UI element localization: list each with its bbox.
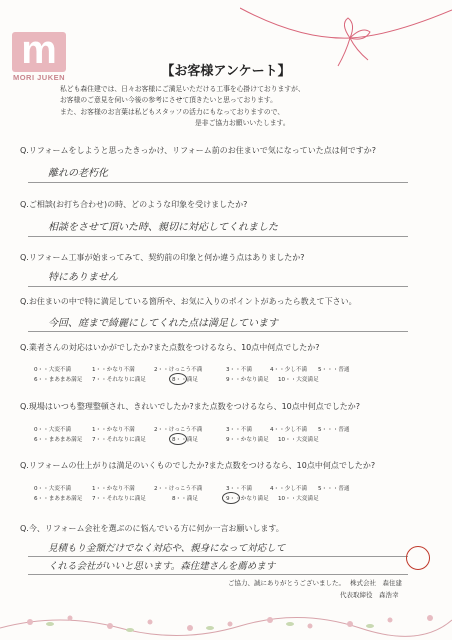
answer-1: 離れの老朽化 <box>48 168 108 179</box>
scale-option: 8・・満足 <box>172 377 198 383</box>
scale-option: 7・・それなりに満足 <box>92 437 146 443</box>
scale-option: 4・・少し不満 <box>270 486 308 492</box>
scale-option: 2・・けっこう不満 <box>154 367 203 373</box>
answer-line <box>28 286 408 287</box>
scale-option: 3・・不満 <box>226 486 252 492</box>
scale-option: 1・・かなり不満 <box>92 486 135 492</box>
answer-line <box>28 182 408 183</box>
scale-option: 1・・かなり不満 <box>92 427 135 433</box>
logo-text: MORI JUKEN <box>12 73 66 82</box>
scale-option: 0・・大変不満 <box>34 427 72 433</box>
scale-option: 4・・少し不満 <box>270 427 308 433</box>
scale-option: 8・・満足 <box>172 437 198 443</box>
rating-circle-2 <box>169 433 187 445</box>
scale-option: 10・・大変満足 <box>278 437 319 443</box>
intro-line: お客様のご意見を伺い今後の参考にさせて頂きたいと思っております。 <box>60 96 277 105</box>
question-3: Q.リフォーム工事が始まってみて、契約前の印象と何か違う点はありましたか? <box>20 253 305 262</box>
question-2: Q.ご相談(お打ち合わせ)の時、どのような印象を受けましたか? <box>20 200 248 209</box>
scale-option: 6・・まあまあ満足 <box>34 377 83 383</box>
answer-4: 今回、庭まで綺麗にしてくれた点は満足しています <box>48 318 278 329</box>
scale-option: 3・・不満 <box>226 427 252 433</box>
scale-option: 5・・・普通 <box>318 367 350 373</box>
answer-line <box>28 236 408 237</box>
question-4: Q.お住まいの中で特に満足している箇所や、お気に入りのポイントがあったら教えて下さい。 <box>20 297 357 306</box>
question-8: Q.今、リフォーム会社を選ぶのに悩んでいる方に何か一言お願いします。 <box>20 524 284 533</box>
answer-2: 相談をさせて頂いた時、親切に対応してくれました <box>48 222 278 233</box>
intro-line: 私ども森住建では、日々お客様にご満足いただける工事を心掛けておりますが、 <box>60 85 305 93</box>
answer-8-line-1: 見積もり金額だけでなく対応や、親身になって対応して <box>48 543 286 554</box>
intro-line: 是非ご協力お願いいたします。 <box>195 119 290 128</box>
scale-option: 5・・・普通 <box>318 427 350 433</box>
scale-option: 4・・少し不満 <box>270 367 308 373</box>
closing-thanks: ご協力、誠にありがとうございました。 <box>228 579 345 587</box>
scale-option: 6・・まあまあ満足 <box>34 496 83 502</box>
scale-option: 10・・大変満足 <box>278 496 319 502</box>
scale-option: 9・・かなり満足 <box>226 496 269 502</box>
scale-option: 1・・かなり不満 <box>92 367 135 373</box>
answer-line <box>28 574 408 575</box>
signer-name: 代表取締役 森浩幸 <box>340 591 399 599</box>
intro-text <box>60 84 430 130</box>
scale-option: 3・・不満 <box>226 367 252 373</box>
scale-option: 10・・大変満足 <box>278 377 319 383</box>
answer-3: 特にありません <box>48 272 118 283</box>
question-7: Q.リフォームの仕上がりは満足のいくものでしたか?また点数をつけるなら、10点中何点でしたか? <box>20 461 376 470</box>
stamp-mark <box>406 546 430 570</box>
scale-option: 6・・まあまあ満足 <box>34 437 83 443</box>
scale-option: 9・・かなり満足 <box>226 437 269 443</box>
scale-option: 5・・・普通 <box>318 486 350 492</box>
question-6: Q.現場はいつも整理整頓され、きれいでしたか?また点数をつけるなら、10点中何点でしたか? <box>20 402 360 411</box>
logo-mark-letter: m <box>21 28 57 72</box>
answer-line <box>28 556 408 557</box>
question-1: Q.リフォームをしようと思ったきっかけ、リフォーム前のお住まいで気になっていた点は何ですか? <box>20 146 376 155</box>
scale-option: 7・・それなりに満足 <box>92 496 146 502</box>
answer-8-line-2: くれる会社がいいと思います。森住建さんを薦めます <box>48 561 276 572</box>
survey-title: 【お客様アンケート】 <box>161 64 291 79</box>
scale-option: 0・・大変不満 <box>34 367 72 373</box>
scale-option: 2・・けっこう不満 <box>154 427 203 433</box>
answer-line <box>28 331 408 332</box>
scale-option: 0・・大変不満 <box>34 486 72 492</box>
rating-circle-1 <box>169 373 187 385</box>
question-5: Q.業者さんの対応はいかがでしたか?また点数をつけるなら、10点中何点でしたか? <box>20 343 320 352</box>
floral-decoration-icon <box>0 598 452 640</box>
scale-option: 7・・それなりに満足 <box>92 377 146 383</box>
scale-option: 2・・けっこう不満 <box>154 486 203 492</box>
scale-option: 8・・満足 <box>172 496 198 502</box>
intro-line: また、お客様のお言葉は私どもスタッフの活力にもなっておりますので、 <box>60 107 285 116</box>
company-name: 株式会社 森住建 <box>350 579 402 587</box>
rating-circle-3 <box>222 492 240 504</box>
scale-option: 9・・かなり満足 <box>226 377 269 383</box>
